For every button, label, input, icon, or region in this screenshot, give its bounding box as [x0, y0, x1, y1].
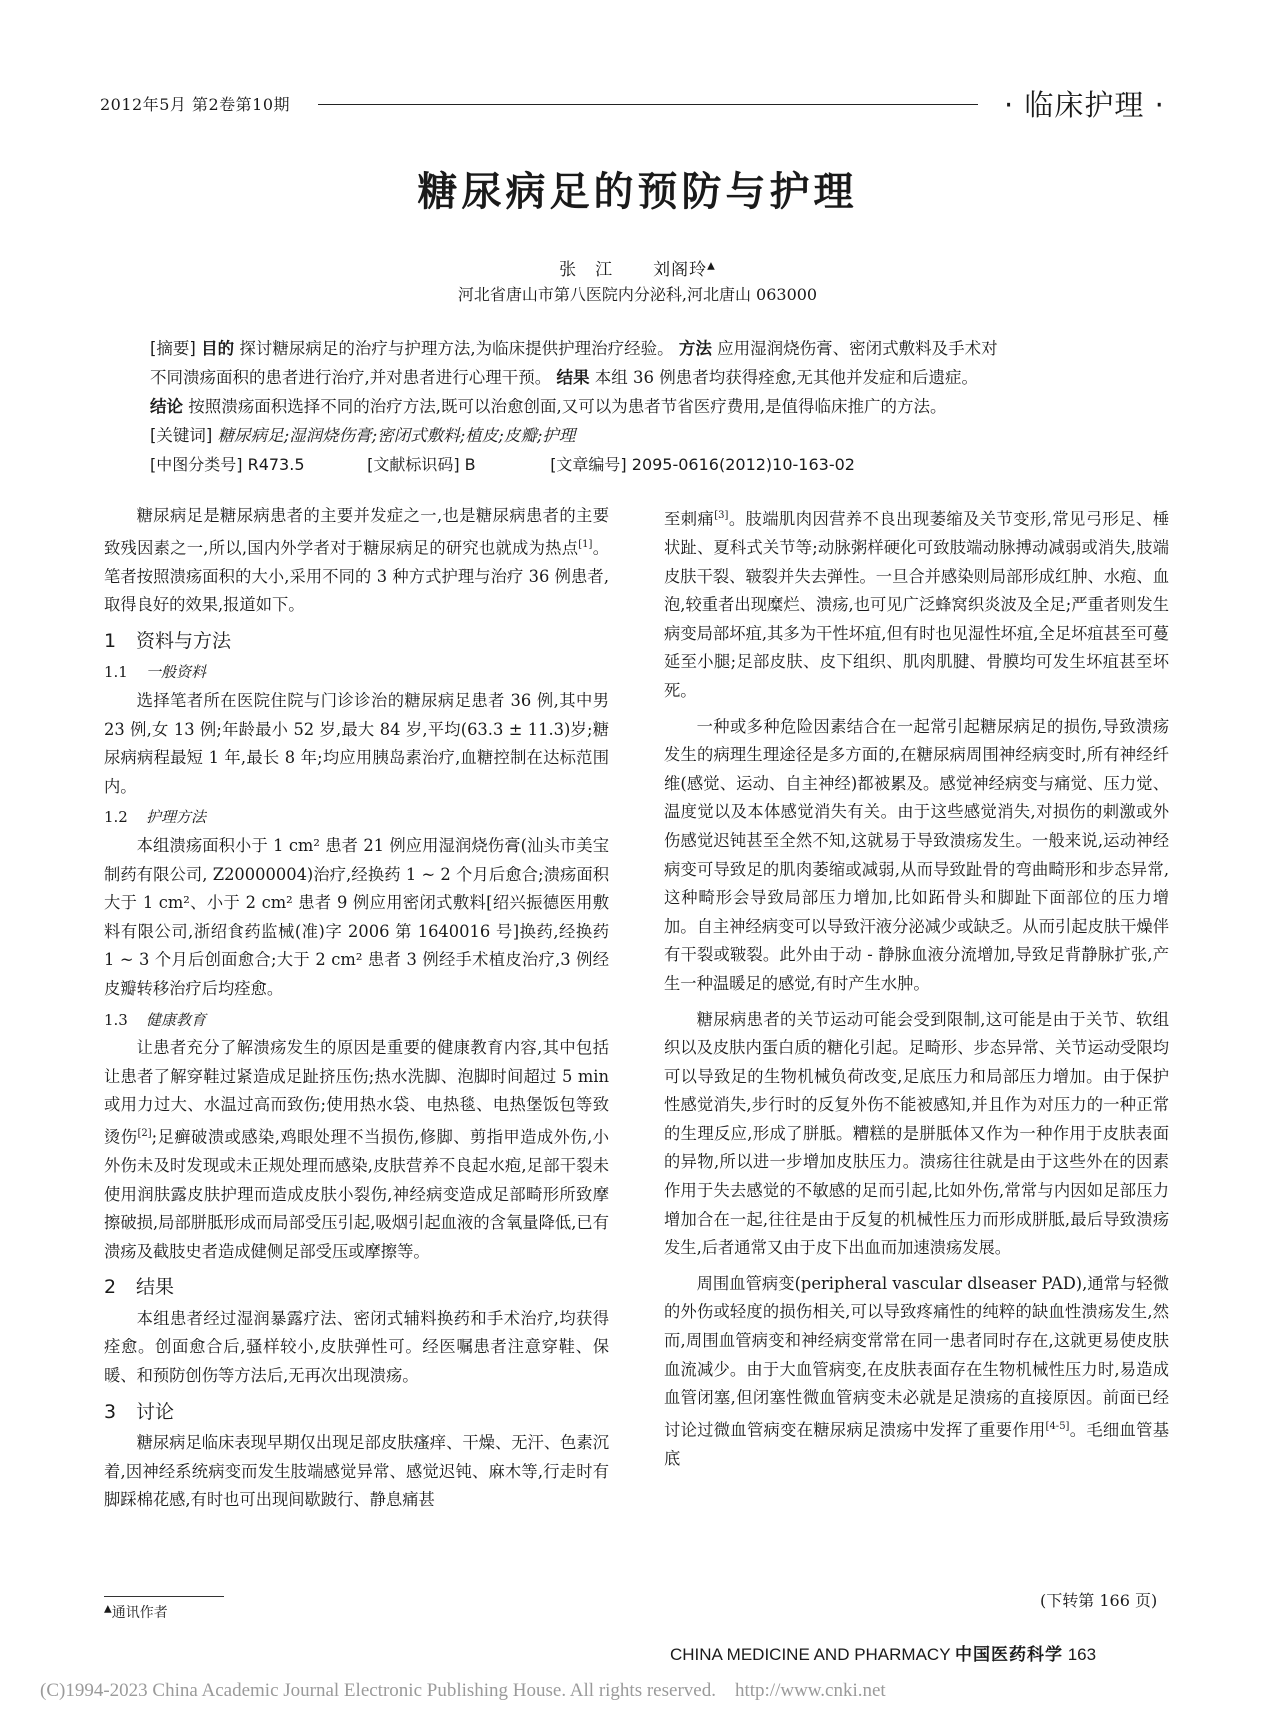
doc-code: [文献标识码] B [367, 455, 476, 474]
methods-text-2: 不同溃疡面积的患者进行治疗,并对患者进行心理干预。 [150, 368, 552, 387]
footnote-text: 通讯作者 [111, 1605, 168, 1621]
left-column [104, 502, 609, 1515]
results-text: 本组 36 例患者均获得痊愈,无其他并发症和后遗症。 [594, 368, 978, 387]
corresponding-mark-icon: ▲ [104, 1603, 112, 1615]
abstract [150, 334, 1140, 479]
header-rule [318, 104, 978, 105]
vascular-paragraph: 周围血管病变(peripheral vascular dlseaser PAD),通常与轻微的外伤或轻度的损伤相关,可以导致疼痛性的纯粹的缺血性溃疡发生,然而,周围血管病变和神经病变常常在同一患者同时存在,这就更易使皮肤血流减少。由于大血管病变,在皮肤表面存在生物机械性压力时,易造成血管闭塞,但闭塞性微血管病变未必就是足溃疡的直接原因。前面已经讨论过微血管病变在糖尿病足溃疡中发挥了重要作用[4-5]。毛细血管基底 [664, 1273, 1169, 1468]
subsection-heading-1-1: 1.1 一般资料 [104, 663, 207, 682]
keywords-label: [关键词] [150, 426, 213, 445]
subsection-heading-1-3: 1.3 健康教育 [104, 1010, 207, 1029]
footnote [104, 1602, 168, 1622]
joint-motion-paragraph: 糖尿病患者的关节运动可能会受到限制,这可能是由于关节、软组织以及皮肤内蛋白质的糖化引起。足畸形、步态异常、关节运动受限均可以导致足的生物机械负荷改变,足底压力和局部压力增加。由于保护性感觉消失,步行时的反复外伤不能被感知,并且作为对压力的一种正常的生理反应,形成了胼胝。糟糕的是胼胝体又作为一种作用于皮肤表面的异物,所以进一步增加皮肤压力。溃疡往往就是由于这些外在的因素作用于失去感觉的不敏感的足而引起,比如外伤,常常与内因如足部压力增加合在一起,往往是由于反复的机械性压力而形成胼胝,最后导致溃疡发生,后者通常又由于皮下出血而加速溃疡发展。 [664, 1009, 1169, 1258]
objective-label: 目的 [201, 339, 235, 358]
methods-text-1: 应用湿润烧伤膏、密闭式敷料及手术对 [717, 339, 998, 358]
article-title: 糖尿病足的预防与护理 [417, 168, 858, 215]
footnote-rule [104, 1596, 224, 1597]
section-heading-2: 2 结果 [104, 1276, 175, 1299]
abstract-line-2 [150, 363, 1140, 392]
health-education-paragraph: 让患者充分了解溃疡发生的原因是重要的健康教育内容,其中包括让患者了解穿鞋过紧造成足趾挤压伤;热水洗脚、泡脚时间超过 5 min 或用力过大、水温过高而致伤;使用热水袋、电热毯、电热堡饭包等致烫伤[2];足癣破溃或感染,鸡眼处理不当损伤,修脚、剪指甲造成外伤,小外伤未及时发现或未正规处理而感染,皮肤营养不良起水疱,足部干裂未使用润肤露皮肤护理而造成皮肤小裂伤,神经病变造成足部畸形所致摩擦破损,局部胼胝形成而局部受压引起,吸烟引起血液的含氧量降低,已有溃疡及截肢史者造成健侧足部受压或摩擦等。 [104, 1038, 609, 1261]
discussion-paragraph: 糖尿病足临床表现早期仅出现足部皮肤瘙痒、干燥、无汗、色素沉着,因神经系统病变而发生肢端感觉异常、感觉迟钝、麻木等,行走时有脚踩棉花感,有时也可出现间歇跛行、静息痛甚 [104, 1433, 609, 1510]
section-heading-3: 3 讨论 [104, 1400, 175, 1423]
methods-label: 方法 [678, 339, 712, 358]
journal-name-en: CHINA MEDICINE AND PHARMACY [670, 1645, 951, 1664]
intro-paragraph: 糖尿病足是糖尿病患者的主要并发症之一,也是糖尿病患者的主要致残因素之一,所以,国内外学者对于糖尿病足的研究也就成为热点[1]。笔者按照溃疡面积的大小,采用不同的 3 种方式护理与治疗 36 例患者,取得良好的效果,报道如下。 [104, 506, 609, 615]
authors [0, 255, 1275, 280]
results-label: 结果 [556, 368, 590, 387]
affiliation: 河北省唐山市第八医院内分泌科,河北唐山 063000 [457, 285, 818, 304]
author-1: 张 江 [559, 260, 614, 280]
keywords-text: 糖尿病足;湿润烧伤膏;密闭式敷料;植皮;皮瓣;护理 [217, 426, 576, 445]
conclusion-label: 结论 [150, 397, 183, 416]
abstract-line-3 [150, 392, 1140, 421]
clc-code: [中图分类号] R473.5 [150, 455, 305, 474]
issue-info: 2012年5月 第2卷第10期 [100, 95, 291, 114]
journal-name-cn: 中国医药科学 [954, 1645, 1063, 1665]
classification-line [150, 450, 1140, 479]
nursing-method-paragraph: 本组溃疡面积小于 1 cm² 患者 21 例应用湿润烧伤膏(汕头市美宝制药有限公司, Z20000004)治疗,经换药 1 ~ 2 个月后愈合;溃疡面积大于 1 cm²、小于 2 cm² 患者 9 例应用密闭式敷料[绍兴振德医用敷料有限公司,浙绍食药监械(准)字 2006 第 1640016 号]换药,经换药 1 ~ 3 个月后创面愈合;大于 2 cm² 患者 3 例经手术植皮治疗,3 例经皮瓣转移治疗后均痊愈。 [104, 835, 609, 998]
citation-ref: [1] [578, 538, 593, 550]
general-data-paragraph: 选择笔者所在医院住院与门诊诊治的糖尿病足患者 36 例,其中男 23 例,女 13 例;年龄最小 52 岁,最大 84 岁,平均(63.3 ± 11.3)岁;糖尿病病程最短 1 年,最长 8 年;均应用胰岛素治疗,血糖控制在达标范围内。 [104, 690, 609, 796]
citation-ref: [3] [714, 510, 729, 521]
pathophysiology-paragraph: 一种或多种危险因素结合在一起常引起糖尿病足的损伤,导致溃疡发生的病理生理途径是多方面的,在糖尿病周围神经病变时,所有神经纤维(感觉、运动、自主神经)都被累及。感觉神经病变与痛觉、压力觉、温度觉以及本体感觉消失有关。由于这些感觉消失,对损伤的刺激或外伤感觉迟钝甚至全然不知,这就易于导致溃疡发生。一般来说,运动神经病变可导致足的肌肉萎缩或减弱,从而导致趾骨的弯曲畸形和步态异常,这种畸形会导致局部压力增加,比如跖骨头和脚趾下面部位的压力增加。自主神经病变可以导致汗液分泌减少或缺乏。从而引起皮肤干燥伴有干裂或皲裂。此外由于动 - 静脉血液分流增加,导致足背静脉扩张,产生一种温暖足的感觉,有时产生水肿。 [664, 716, 1169, 993]
results-paragraph: 本组患者经过湿润暴露疗法、密闭式辅料换药和手术治疗,均获得痊愈。创面愈合后,骚样较小,皮肤弹性可。经医嘱患者注意穿鞋、保暖、和预防创伤等方法后,无再次出现溃疡。 [104, 1308, 609, 1386]
section-heading-1: 1 资料与方法 [104, 629, 232, 652]
subsection-heading-1-2: 1.2 护理方法 [104, 808, 207, 827]
discussion-continued: 至刺痛[3]。肢端肌肉因营养不良出现萎缩及关节变形,常见弓形足、棰状趾、夏科式关节等;动脉粥样硬化可致肢端动脉搏动减弱或消失,肢端皮肤干裂、皲裂并失去弹性。一旦合并感染则局部形成红肿、水疱、血泡,较重者出现糜烂、溃疡,也可见广泛蜂窝织炎波及全足;严重者则发生病变局部坏疽,其多为干性坏疽,但有时也见湿性坏疽,全足坏疽甚至可蔓延至小腿;足部皮肤、皮下组织、肌肉肌腱、骨膜均可发生坏疽甚至坏死。 [664, 509, 1169, 700]
article-number: [文章编号] 2095-0616(2012)10-163-02 [550, 455, 855, 474]
journal-footer [670, 1640, 1096, 1665]
abstract-label: [摘要] [150, 339, 196, 358]
citation-ref: [4-5] [1045, 1420, 1070, 1432]
corresponding-mark-icon: ▲ [707, 260, 716, 272]
section-label: · 临床护理 · [1004, 88, 1165, 122]
citation-ref: [2] [137, 1127, 152, 1139]
keywords-line [150, 421, 1140, 450]
page-number: 163 [1067, 1645, 1097, 1664]
abstract-line-1 [150, 334, 1140, 363]
author-2: 刘阁玲 [653, 260, 708, 280]
copyright-watermark: (C)1994-2023 China Academic Journal Electronic Publishing House. All rights reserved. http://www.cnki.net [40, 1680, 886, 1701]
right-column [664, 502, 1169, 1473]
continued-note: (下转第 166 页) [1040, 1591, 1158, 1610]
conclusion-text: 按照溃疡面积选择不同的治疗方法,既可以治愈创面,又可以为患者节省医疗费用,是值得临床推广的方法。 [188, 397, 947, 416]
objective-text: 探讨糖尿病足的治疗与护理方法,为临床提供护理治疗经验。 [239, 339, 674, 358]
